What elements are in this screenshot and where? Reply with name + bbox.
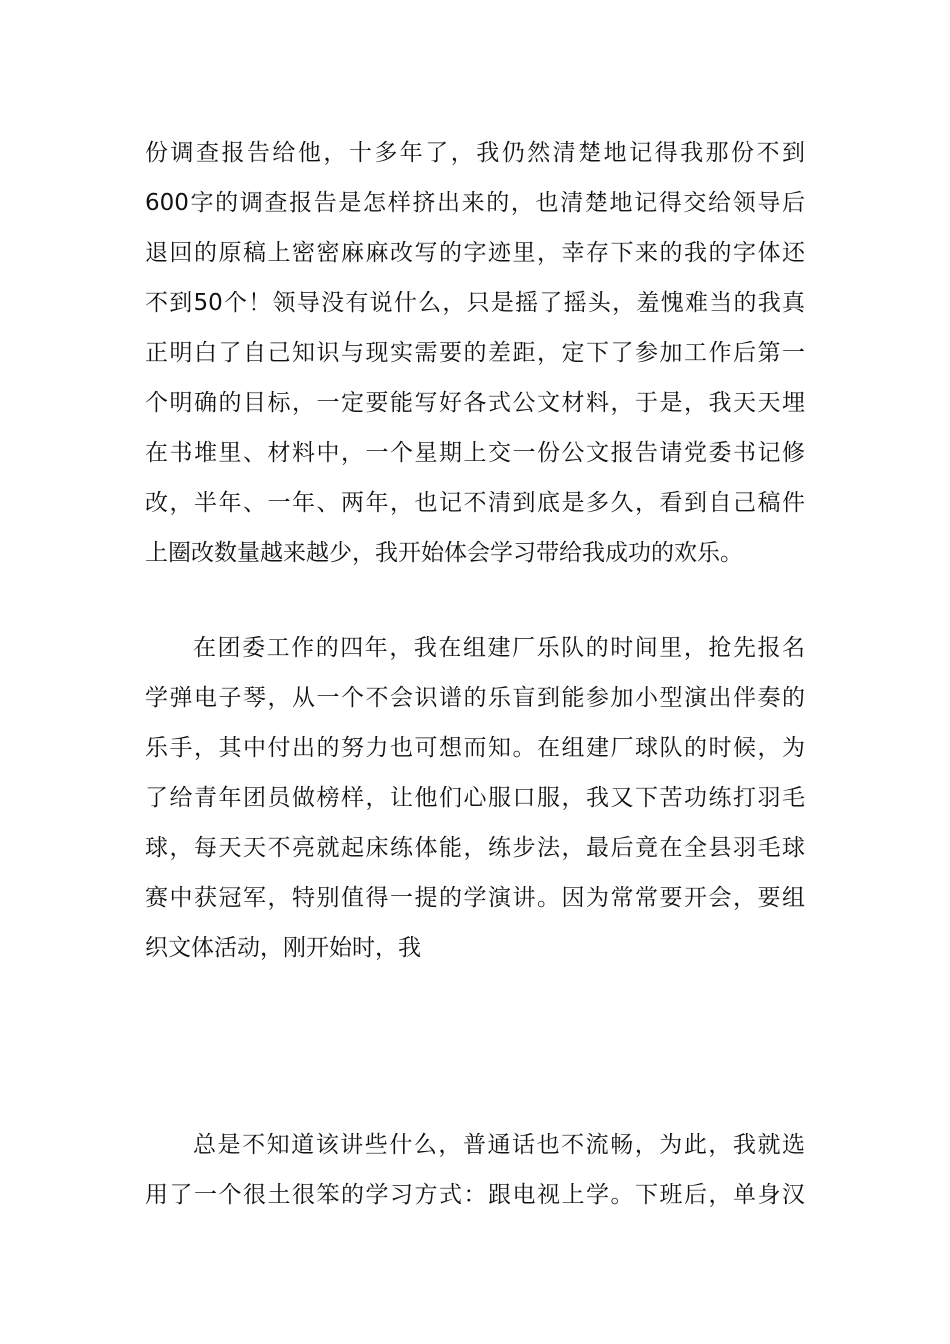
text-line: 上圈改数量越来越少，我开始体会学习带给我成功的欢乐。 <box>145 540 743 566</box>
text-line: 个明确的目标，一定要能写好各式公文材料，于是，我天天埋 <box>145 390 805 416</box>
text-line: 总是不知道该讲些什么，普通话也不流畅，为此，我就选 <box>193 1132 805 1158</box>
text-line: 了给青年团员做榜样，让他们心服口服，我又下苦功练打羽毛 <box>145 785 805 811</box>
text-line: 份调查报告给他，十多年了，我仍然清楚地记得我那份不到 <box>145 140 805 166</box>
paragraph-1 <box>145 128 805 578</box>
text-line: 在团委工作的四年，我在组建厂乐队的时间里，抢先报名 <box>193 635 805 661</box>
text-line: 用了一个很土很笨的学习方式：跟电视上学。下班后，单身汉 <box>145 1182 805 1208</box>
text-line: 球，每天天不亮就起床练体能，练步法，最后竟在全县羽毛球 <box>145 835 805 861</box>
text-line: 退回的原稿上密密麻麻改写的字迹里，幸存下来的我的字体还 <box>145 240 805 266</box>
text-line: 不到50个！领导没有说什么，只是摇了摇头，羞愧难当的我真 <box>145 290 805 316</box>
paragraph-2 <box>145 623 805 973</box>
text-line: 正明白了自己知识与现实需要的差距，定下了参加工作后第一 <box>145 340 805 366</box>
text-line: 在书堆里、材料中，一个星期上交一份公文报告请党委书记修 <box>145 440 805 466</box>
text-line: 600字的调查报告是怎样挤出来的，也清楚地记得交给领导后 <box>145 190 805 216</box>
text-line: 学弹电子琴，从一个不会识谱的乐盲到能参加小型演出伴奏的 <box>145 685 805 711</box>
text-line: 赛中获冠军，特别值得一提的学演讲。因为常常要开会，要组 <box>145 885 805 911</box>
text-line: 织文体活动，刚开始时，我 <box>145 935 421 961</box>
text-line: 改，半年、一年、两年，也记不清到底是多久，看到自己稿件 <box>145 490 805 516</box>
text-line: 乐手，其中付出的努力也可想而知。在组建厂球队的时候，为 <box>145 735 805 761</box>
paragraph-3 <box>145 1120 805 1220</box>
